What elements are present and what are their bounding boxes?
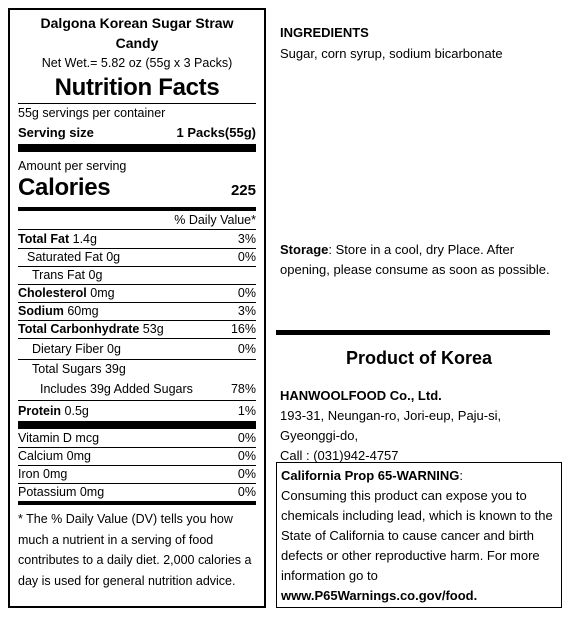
vitamin-d-label: Vitamin D mcg xyxy=(18,431,100,445)
serving-size-row xyxy=(18,122,256,144)
total-sugars-row xyxy=(18,360,256,379)
protein-dv: 1% xyxy=(237,404,256,418)
total-fat-dv: 3% xyxy=(237,232,256,246)
calories-label: Calories xyxy=(18,174,111,201)
cholesterol-amount: 0mg xyxy=(86,286,115,300)
warning-title-suffix: : xyxy=(459,468,464,483)
iron-dv: 0% xyxy=(237,467,256,481)
warning-title: California Prop 65-WARNING xyxy=(281,468,460,483)
added-sugars-label: Includes 39g Added Sugars xyxy=(40,382,193,396)
total-fat-amount: 1.4g xyxy=(69,232,97,246)
country-of-origin: Product of Korea xyxy=(345,348,492,368)
warning-body: Consuming this product can expose you to chemicals including lead, which is known to the State of California to cause cancer and birth defects or other reproductive harm. For more information go to xyxy=(281,488,553,583)
storage-instructions xyxy=(280,240,555,280)
sodium-row xyxy=(18,303,256,320)
product-name: Dalgona Korean Sugar Straw Candy xyxy=(40,15,234,51)
manufacturer-address-line2: Gyeonggi-do, xyxy=(280,428,359,443)
total-fat-label: Total Fat xyxy=(18,232,70,246)
manufacturer-phone: Call : (031)942-4757 xyxy=(280,448,399,463)
storage-text: : Store in a cool, dry Place. After opening, please consume as soon as possible. xyxy=(280,242,550,277)
trans-fat-row xyxy=(18,267,256,284)
thick-divider xyxy=(18,421,256,429)
trans-fat-label: Trans Fat 0g xyxy=(32,268,103,282)
total-carb-label: Total Carbonhydrate xyxy=(18,322,140,336)
storage-label: Storage xyxy=(280,242,329,257)
calories-value: 225 xyxy=(230,182,256,199)
cholesterol-row xyxy=(18,285,256,302)
sodium-dv: 3% xyxy=(237,304,256,318)
thick-divider xyxy=(18,144,256,152)
manufacturer-info xyxy=(280,386,501,466)
protein-amount: 0.5g xyxy=(61,404,89,418)
protein-label: Protein xyxy=(18,404,62,418)
section-divider xyxy=(276,330,550,335)
amount-per-serving-row xyxy=(18,152,256,174)
sodium-amount: 60mg xyxy=(63,304,99,318)
amount-per-serving: Amount per serving xyxy=(18,159,127,173)
net-weight: Net Wet.= 5.82 oz (55g x 3 Packs) xyxy=(41,56,233,70)
calcium-label: Calcium 0mg xyxy=(18,449,91,463)
vitamin-d-dv: 0% xyxy=(237,431,256,445)
total-sugars-label: Total Sugars 39g xyxy=(32,362,126,376)
total-carb-dv: 16% xyxy=(230,322,256,336)
potassium-label: Potassium 0mg xyxy=(18,485,105,499)
ingredients-text: Sugar, corn syrup, sodium bicarbonate xyxy=(280,46,503,61)
warning-link: www.P65Warnings.co.gov/food. xyxy=(281,588,478,603)
total-fat-row xyxy=(18,230,256,248)
prop65-warning-box xyxy=(276,462,562,608)
saturated-fat-dv: 0% xyxy=(237,250,256,264)
nutrition-facts-panel xyxy=(8,8,266,608)
sodium-label: Sodium xyxy=(18,304,64,318)
servings-per-container: 55g servings per container xyxy=(18,106,166,120)
saturated-fat-label: Saturated Fat 0g xyxy=(27,250,121,264)
total-carb-amount: 53g xyxy=(139,322,164,336)
dietary-fiber-dv: 0% xyxy=(237,342,256,356)
potassium-row xyxy=(18,484,256,501)
calcium-dv: 0% xyxy=(237,449,256,463)
servings-per-container-row xyxy=(18,104,256,122)
added-sugars-row xyxy=(18,379,256,400)
added-sugars-dv: 78% xyxy=(230,382,256,396)
potassium-dv: 0% xyxy=(237,485,256,499)
dietary-fiber-row xyxy=(18,339,256,359)
daily-value-header: % Daily Value* xyxy=(174,213,256,227)
daily-value-footnote: * The % Daily Value (DV) tells you how much a nutrient in a serving of food contributes to a daily diet. 2,000 calories a day is used for general nutrition advice. xyxy=(18,512,252,588)
protein-row xyxy=(18,401,256,421)
iron-label: Iron 0mg xyxy=(18,467,68,481)
cholesterol-dv: 0% xyxy=(237,286,256,300)
iron-row xyxy=(18,466,256,483)
dietary-fiber-label: Dietary Fiber 0g xyxy=(32,342,121,356)
serving-size-value: 1 Packs(55g) xyxy=(176,125,256,140)
total-carb-row xyxy=(18,321,256,338)
cholesterol-label: Cholesterol xyxy=(18,286,87,300)
nutrition-facts-heading: Nutrition Facts xyxy=(54,74,220,101)
serving-size-label: Serving size xyxy=(18,125,94,140)
manufacturer-name: HANWOOLFOOD Co., Ltd. xyxy=(280,388,442,403)
vitamin-d-row xyxy=(18,429,256,447)
nutrition-facts-content xyxy=(18,10,256,591)
ingredients-title: INGREDIENTS xyxy=(280,25,369,40)
calories-row xyxy=(18,174,256,205)
saturated-fat-row xyxy=(18,249,256,266)
warning-title-line xyxy=(281,466,557,486)
calcium-row xyxy=(18,448,256,465)
manufacturer-address-line1: 193-31, Neungan-ro, Jori-eup, Paju-si, xyxy=(280,408,502,423)
